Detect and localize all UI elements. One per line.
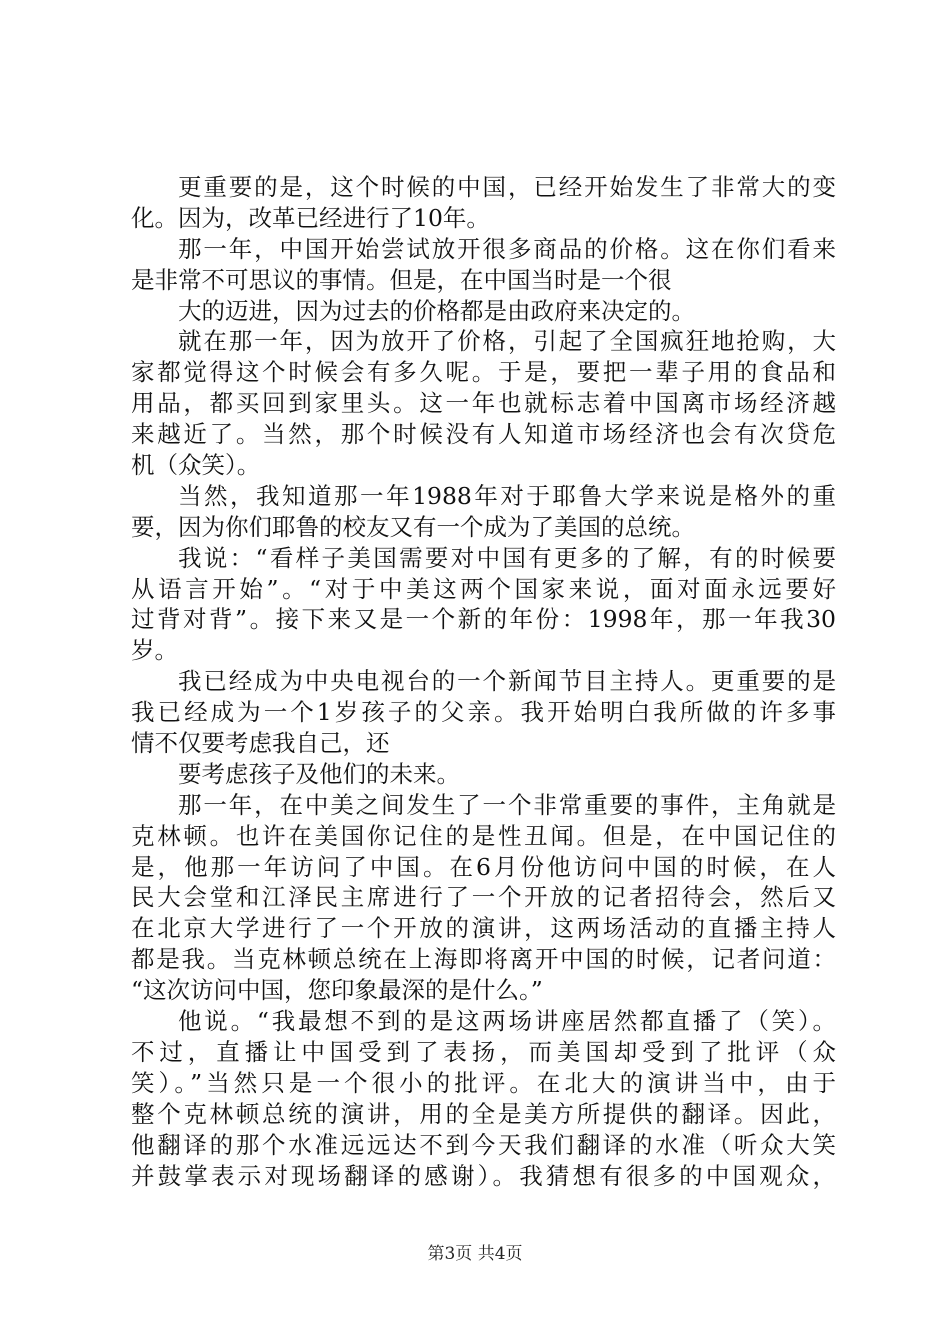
text-line: 家都觉得这个时候会有多久呢。于是，要把一辈子用的食品和: [131, 358, 836, 387]
text-line: 并鼓掌表示对现场翻译的感谢）。我猜想有很多的中国观众，: [131, 1161, 836, 1190]
text-line: 民大会堂和江泽民主席进行了一个开放的记者招待会，然后又: [131, 883, 836, 912]
text-line: 化。因为，改革已经进行了10年。: [131, 203, 490, 232]
text-line: 他说。“我最想不到的是这两场讲座居然都直播了（笑）。: [178, 1007, 836, 1036]
text-line: 大的迈进，因为过去的价格都是由政府来决定的。: [178, 296, 695, 325]
text-line: 是非常不可思议的事情。但是，在中国当时是一个很: [131, 265, 672, 294]
text-line: 岁。: [131, 636, 178, 665]
text-line: 更重要的是，这个时候的中国，已经开始发生了非常大的变: [178, 173, 836, 201]
text-line: 我已经成为一个1岁孩子的父亲。我开始明白我所做的许多事: [131, 698, 836, 727]
text-line: 那一年，在中美之间发生了一个非常重要的事件，主角就是: [178, 790, 836, 819]
text-line: 笑）。”当然只是一个很小的批评。在北大的演讲当中，由于: [131, 1068, 836, 1097]
text-line: 不过，直播让中国受到了表扬，而美国却受到了批评（众: [131, 1037, 836, 1066]
text-line: 用品，都买回到家里头。这一年也就标志着中国离市场经济越: [131, 389, 836, 418]
page-footer: 第3页 共4页: [427, 1244, 523, 1264]
text-line: 从语言开始”。“对于中美这两个国家来说，面对面永远要好: [131, 574, 836, 603]
text-line: 要考虑孩子及他们的未来。: [178, 759, 460, 788]
text-line: 都是我。当克林顿总统在上海即将离开中国的时候，记者问道：: [131, 945, 836, 974]
text-line: 当然，我知道那一年1988年对于耶鲁大学来说是格外的重: [178, 481, 836, 510]
text-line: 在北京大学进行了一个开放的演讲，这两场活动的直播主持人: [131, 914, 836, 943]
text-line: 他翻译的那个水准远远达不到今天我们翻译的水准（听众大笑: [131, 1130, 836, 1159]
text-line: 来越近了。当然，那个时候没有人知道市场经济也会有次贷危: [131, 420, 836, 449]
text-line: 我已经成为中央电视台的一个新闻节目主持人。更重要的是: [178, 667, 836, 696]
text-line: 克林顿。也许在美国你记住的是性丑闻。但是，在中国记住的: [131, 821, 836, 850]
text-line: “这次访问中国，您印象最深的是什么。”: [131, 976, 543, 1005]
text-line: 那一年，中国开始尝试放开很多商品的价格。这在你们看来: [178, 234, 836, 263]
text-line: 整个克林顿总统的演讲，用的全是美方所提供的翻译。因此，: [131, 1099, 836, 1128]
text-line: 是，他那一年访问了中国。在6月份他访问中国的时候，在人: [131, 852, 836, 881]
text-line: 过背对背”。接下来又是一个新的年份：1998年，那一年我30: [131, 605, 836, 634]
text-line: 我说：“看样子美国需要对中国有更多的了解，有的时候要: [178, 543, 836, 572]
text-line: 要，因为你们耶鲁的校友又有一个成为了美国的总统。: [131, 512, 695, 541]
body-text: [131, 172, 836, 1191]
text-line: 情不仅要考虑我自己，还: [131, 729, 390, 758]
text-line: 机（众笑）。: [131, 451, 261, 480]
text-line: 就在那一年，因为放开了价格，引起了全国疯狂地抢购，大: [178, 327, 836, 356]
